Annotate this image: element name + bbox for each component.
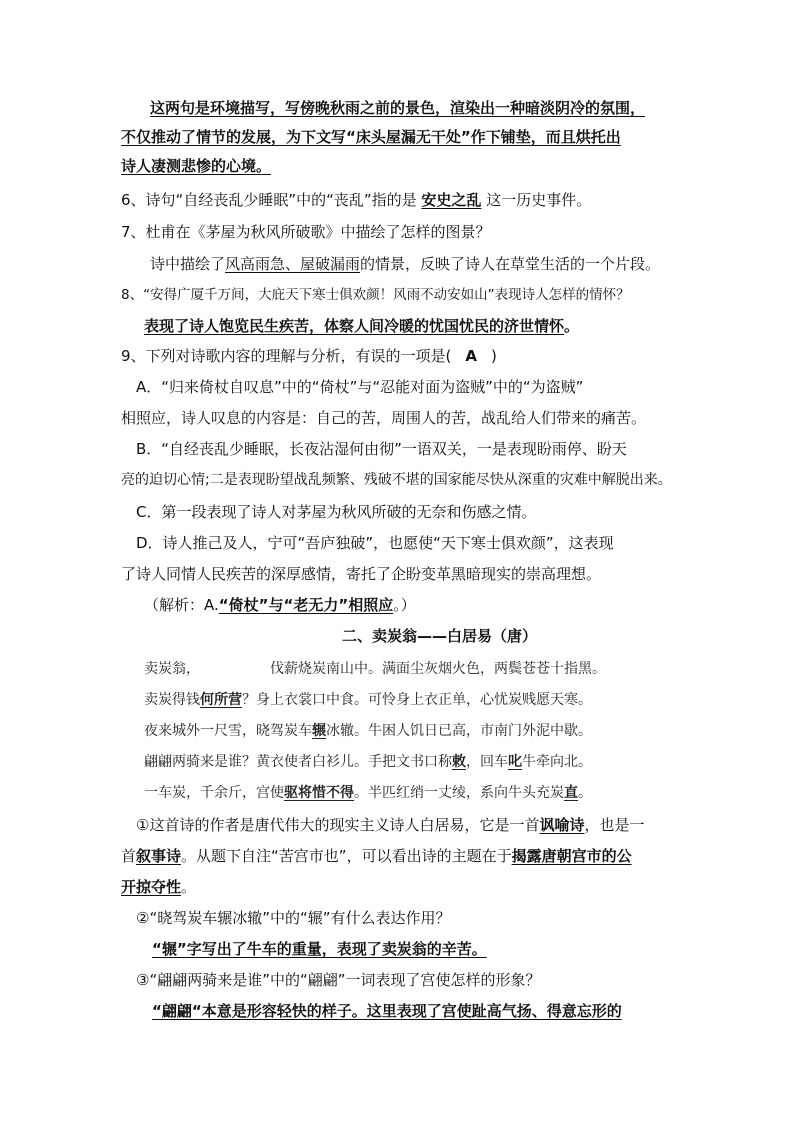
question-9-text: 9、下列对诗歌内容的理解与分析，有误的一项是( — [121, 347, 452, 365]
q1-l1b: ，也是一 — [584, 816, 645, 834]
poem-4c: 牛牵向北。 — [522, 754, 592, 770]
q1-l2u: 叙事诗 — [136, 847, 182, 865]
poem-line-4 — [144, 752, 592, 772]
analysis-line — [144, 595, 416, 615]
poem-line-1 — [144, 659, 606, 679]
q8-answer-text: 表现了诗人饱览民生疾苦，体察人间冷暖的忧国忧民的济世情怀 — [144, 317, 565, 335]
poem-3u: 辗 — [312, 723, 326, 739]
option-d-line-1: D．诗人推己及人，宁可“吾庐独破”，也愿使“天下寒士俱欢颜”，这表现 — [136, 534, 614, 552]
question-6-answer: 安史之乱 — [421, 191, 482, 209]
poem-1b: 伐薪烧炭南山中。满面尘灰烟火色，两鬓苍苍十指黑。 — [270, 661, 606, 677]
poem-5b: 。半匹红绡一丈绫，系向牛头充炭 — [354, 785, 564, 801]
poem-line-5 — [144, 783, 592, 803]
question-7-answer — [150, 254, 660, 274]
question-6-tail: 这一历史事件。 — [481, 191, 592, 209]
question-8-answer — [144, 316, 579, 336]
answer-line-3: 诗人凄测悲惨的心境。 — [121, 157, 272, 175]
q1-l1a: ①这首诗的作者是唐代伟大的现实主义诗人白居易，它是一首 — [136, 816, 540, 834]
poem-4u1: 敕 — [452, 754, 466, 770]
question-9-end: ) — [491, 347, 497, 365]
option-b-line-2: 亮的迫切心情;二是表现盼望战乱频繁、残破不堪的国家能尽快从深重的灾难中解脱出来。 — [121, 472, 672, 488]
question-6 — [121, 190, 591, 210]
q7-answer-post: 的情景，反映了诗人在草堂生活的一个片段。 — [360, 255, 661, 273]
q1-l2b: 。从题下自注“苦宫市也”，可以看出诗的主题在于 — [181, 847, 512, 865]
poem-5c: 。 — [578, 785, 592, 801]
poem-4a: 翩翩两骑来是谁？黄衣使者白衫儿。手把文书口称 — [144, 754, 452, 770]
q2-answer: “辗”字写出了牛车的重量，表现了卖炭翁的辛苦。 — [152, 940, 487, 958]
question-6-text: 6、诗句“自经丧乱少睡眠”中的“丧乱”指的是 — [121, 191, 422, 209]
q7-answer-key: 风高雨急、屋破漏雨 — [225, 255, 361, 273]
q1-l2u2: 揭露唐朝宫市的公 — [511, 847, 632, 865]
poem-3a: 夜来城外一尺雪，晓驾炭车 — [144, 723, 312, 739]
poem-4b: ，回车 — [466, 754, 508, 770]
q2-question: ②“晓驾炭车辗冰辙”中的“辗”有什么表达作用？ — [136, 909, 451, 927]
option-b-line-1: B．“自经丧乱少睡眠，长夜沾湿何由彻”一语双关，一是表现盼雨停、盼天 — [136, 440, 627, 458]
q1-l1u: 讽喻诗 — [539, 816, 585, 834]
question-9-answer: A — [465, 347, 478, 365]
q1-line-1 — [136, 815, 644, 835]
answer-line-2: 不仅推动了情节的发展，为下文写“床头屋漏无干处”作下铺垫，而且烘托出 — [121, 128, 621, 146]
q1-l3u: 开掠夺性 — [121, 878, 182, 896]
poem-2b: ？身上衣裳口中食。可怜身上衣正单，心忧炭贱愿天寒。 — [242, 692, 592, 708]
option-a-line-1: A．“归来倚杖自叹息”中的“倚杖”与“忍能对面为盗贼”中的“为盗贼” — [136, 378, 584, 396]
poem-5u2: 直 — [564, 785, 578, 801]
poem-line-3 — [144, 721, 592, 741]
poem-5a: 一车炭，千余斤，宫使 — [144, 785, 284, 801]
q1-l3b: 。 — [181, 878, 197, 896]
q1-line-2 — [121, 846, 632, 866]
poem-2u: 何所营 — [200, 692, 242, 708]
poem-line-2 — [144, 690, 592, 710]
analysis-post: 。） — [393, 596, 416, 614]
option-c: C．第一段表现了诗人对茅屋为秋风所破的无奈和伤感之情。 — [136, 503, 537, 521]
question-9 — [121, 346, 497, 366]
analysis-answer: “倚杖”与“老无力”相照应 — [218, 596, 394, 614]
q1-line-3 — [121, 877, 196, 897]
section-title: 二、卖炭翁——白居易（唐） — [342, 627, 538, 645]
analysis-pre: （解析：A. — [144, 596, 219, 614]
q1-l2a: 首 — [121, 847, 137, 865]
q3-question: ③“翩翩两骑来是谁”中的“翩翩”一词表现了宫使怎样的形象？ — [136, 971, 541, 989]
q8-answer-end: 。 — [564, 317, 580, 335]
option-d-line-2: 了诗人同情人民疾苦的深厚感情，寄托了企盼变革黑暗现实的崇高理想。 — [121, 565, 602, 583]
question-7: 7、杜甫在《茅屋为秋风所破歌》中描绘了怎样的图景？ — [121, 223, 491, 241]
question-8: 8、“安得广厦千万间，大庇天下寒士俱欢颜！风雨不动安如山”表现诗人怎样的情怀？ — [121, 287, 630, 303]
poem-4u2: 叱 — [508, 754, 522, 770]
poem-1a: 卖炭翁， — [144, 661, 200, 677]
option-a-line-2: 相照应，诗人叹息的内容是：自己的苦，周围人的苦，战乱给人们带来的痛苦。 — [121, 409, 647, 427]
poem-5u: 驱将惜不得 — [284, 785, 354, 801]
q7-answer-pre: 诗中描绘了 — [150, 255, 226, 273]
answer-line-1: 这两句是环境描写，写傍晚秋雨之前的景色，渲染出一种暗淡阴冷的氛围， — [150, 99, 646, 117]
poem-2a: 卖炭得钱 — [144, 692, 200, 708]
q3-answer: “翩翩“本意是形容轻快的样子。这里表现了宫使趾高气扬、得意忘形的 — [152, 1002, 622, 1020]
poem-3b: 冰辙。牛困人饥日已高，市南门外泥中歇。 — [326, 723, 592, 739]
